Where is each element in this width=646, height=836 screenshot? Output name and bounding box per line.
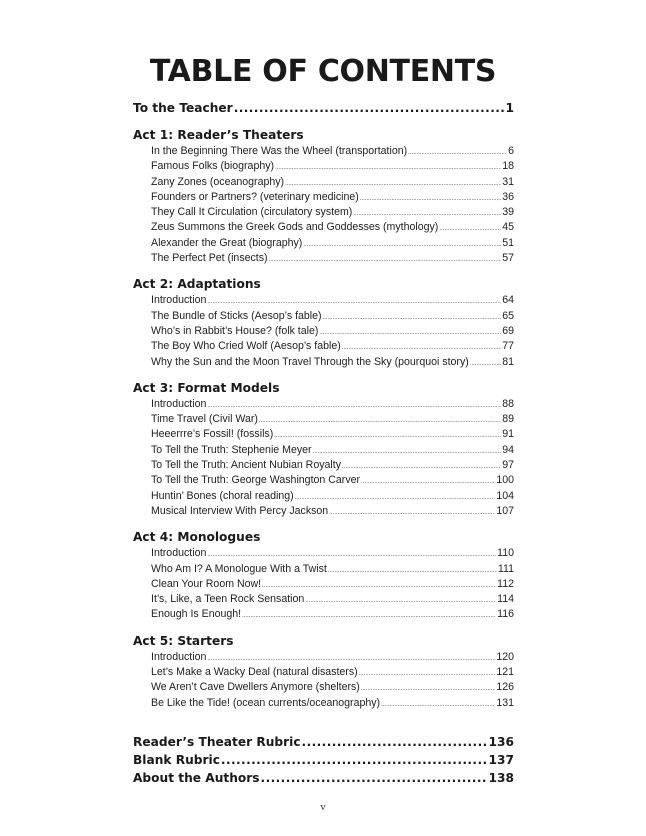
toc-entry[interactable] bbox=[133, 443, 514, 458]
dot-leader bbox=[303, 238, 501, 253]
toc-entry-page: 69 bbox=[502, 324, 514, 337]
toc-entry[interactable] bbox=[133, 427, 514, 442]
toc-entry-page: 138 bbox=[488, 770, 514, 785]
toc-entry-label: Who’s in Rabbit’s House? (folk tale) bbox=[151, 324, 319, 337]
toc-entry-page: 45 bbox=[502, 221, 514, 234]
toc-entry[interactable] bbox=[133, 309, 514, 324]
act-heading: Act 1: Reader’s Theaters bbox=[133, 128, 304, 142]
toc-entry-label: The Bundle of Sticks (Aesop’s fable) bbox=[151, 309, 322, 322]
toc-entry-page: 104 bbox=[496, 489, 514, 502]
toc-entry-page: 112 bbox=[497, 577, 514, 590]
toc-entry-label: Be Like the Tide! (ocean currents/oceanography) bbox=[151, 696, 381, 709]
toc-entry-page: 31 bbox=[502, 175, 514, 188]
toc-entry-page: 126 bbox=[496, 681, 514, 694]
toc-entry[interactable] bbox=[133, 339, 514, 354]
toc-entry-page: 77 bbox=[502, 340, 514, 353]
toc-entry-page: 111 bbox=[497, 562, 514, 575]
toc-entry-page: 91 bbox=[502, 428, 514, 441]
toc-entry[interactable] bbox=[133, 412, 514, 427]
toc-entry[interactable] bbox=[133, 205, 514, 220]
toc-entry[interactable] bbox=[133, 607, 514, 622]
toc-entry[interactable] bbox=[133, 144, 514, 159]
toc-entry[interactable] bbox=[133, 324, 514, 339]
toc-entry-page: 116 bbox=[497, 608, 514, 621]
toc-entry-label: In the Beginning There Was the Wheel (transportation) bbox=[151, 145, 408, 157]
toc-entry-readers-theater-rubric[interactable] bbox=[133, 733, 514, 751]
dot-leader bbox=[261, 769, 488, 787]
toc-entry-page: 136 bbox=[488, 734, 514, 749]
toc-entry[interactable] bbox=[133, 190, 514, 205]
toc-entry-page: 88 bbox=[502, 397, 514, 410]
toc-entry-label: They Call It Circulation (circulatory system) bbox=[151, 206, 353, 219]
toc-entry-to-the-teacher[interactable] bbox=[133, 100, 514, 117]
toc-entry-page: 120 bbox=[496, 650, 514, 663]
toc-entry-label: Time Travel (Civil War) bbox=[151, 413, 258, 426]
toc-entry-page: 64 bbox=[502, 294, 514, 307]
toc-entry[interactable] bbox=[133, 489, 514, 504]
toc-entry-label: Introduction bbox=[151, 397, 207, 410]
table-of-contents bbox=[133, 100, 514, 787]
act-heading: Act 4: Monologues bbox=[133, 530, 261, 545]
toc-entry-label: Enough Is Enough! bbox=[151, 608, 242, 621]
toc-entry-page: 36 bbox=[502, 190, 514, 203]
dot-leader bbox=[221, 751, 488, 769]
toc-entry-label: Heeerrre’s Fossil! (fossils) bbox=[151, 428, 274, 441]
toc-entry-label: Why the Sun and the Moon Travel Through the Sky (pourquoi story) bbox=[151, 355, 469, 368]
act-section bbox=[133, 276, 514, 369]
toc-entry[interactable] bbox=[133, 665, 514, 680]
toc-entry-label: It’s, Like, a Teen Rock Sensation bbox=[151, 593, 305, 606]
dot-leader bbox=[259, 414, 501, 429]
toc-entry-page: 131 bbox=[496, 696, 514, 709]
page-title: TABLE OF CONTENTS bbox=[149, 54, 497, 89]
dot-leader bbox=[305, 594, 496, 609]
toc-entry-page: 51 bbox=[502, 236, 514, 249]
dot-leader bbox=[329, 506, 495, 521]
toc-entry-label: About the Authors bbox=[133, 770, 260, 785]
toc-entry-label: Alexander the Great (biography) bbox=[151, 236, 303, 249]
dot-leader bbox=[439, 222, 501, 237]
dot-leader bbox=[342, 460, 501, 475]
toc-entry-page: 89 bbox=[502, 413, 514, 426]
toc-entry[interactable] bbox=[133, 251, 514, 266]
toc-entry[interactable] bbox=[133, 458, 514, 473]
toc-entry-label: Zeus Summons the Greek Gods and Goddesses (mythology) bbox=[151, 221, 439, 234]
dot-leader bbox=[361, 475, 495, 490]
toc-entry-page: 39 bbox=[502, 206, 514, 219]
toc-entry-label: Introduction bbox=[151, 294, 207, 307]
toc-entry-page: 121 bbox=[496, 666, 514, 679]
toc-entry-label: We Aren’t Cave Dwellers Anymore (shelters) bbox=[151, 681, 360, 694]
dot-leader bbox=[381, 698, 495, 713]
toc-entry[interactable] bbox=[133, 592, 514, 607]
toc-entry-label: Blank Rubric bbox=[133, 752, 220, 767]
page-number: v bbox=[320, 803, 326, 813]
toc-entry[interactable] bbox=[133, 159, 514, 174]
toc-entry-label: Clean Your Room Now! bbox=[151, 577, 262, 590]
dot-leader bbox=[242, 609, 496, 624]
toc-entry-label: Famous Folks (biography) bbox=[151, 160, 275, 173]
toc-entry[interactable] bbox=[133, 504, 514, 519]
toc-entry-label: Huntin’ Bones (choral reading) bbox=[151, 489, 294, 502]
toc-entry[interactable] bbox=[133, 355, 514, 370]
toc-entry-label: Who Am I? A Monologue With a Twist bbox=[151, 562, 327, 575]
dot-leader bbox=[359, 667, 496, 682]
dot-leader bbox=[302, 733, 488, 751]
toc-entry[interactable] bbox=[133, 650, 514, 665]
toc-entry-label: Let’s Make a Wacky Deal (natural disasters) bbox=[151, 666, 358, 679]
toc-entry-page: 94 bbox=[502, 443, 514, 456]
toc-entry[interactable] bbox=[133, 577, 514, 592]
toc-entry-page: 6 bbox=[508, 145, 514, 157]
toc-entry-page: 114 bbox=[497, 593, 514, 606]
toc-entry-page: 137 bbox=[488, 752, 514, 767]
toc-entry[interactable] bbox=[133, 236, 514, 251]
act-heading: Act 5: Starters bbox=[133, 633, 234, 648]
acts-list bbox=[133, 127, 514, 711]
toc-entry[interactable] bbox=[133, 220, 514, 235]
dot-leader bbox=[360, 192, 501, 207]
toc-entry[interactable] bbox=[133, 397, 514, 412]
act-section bbox=[133, 633, 514, 711]
toc-entry-page: 1 bbox=[505, 101, 514, 115]
toc-entry-label: To Tell the Truth: Ancient Nubian Royalty bbox=[151, 459, 342, 472]
toc-entry[interactable] bbox=[133, 562, 514, 577]
toc-entry[interactable] bbox=[133, 175, 514, 190]
toc-entry-label: The Perfect Pet (insects) bbox=[151, 252, 268, 265]
toc-entry-label: Musical Interview With Percy Jackson bbox=[151, 504, 329, 517]
dot-leader bbox=[470, 357, 501, 372]
toc-entry-page: 97 bbox=[502, 459, 514, 472]
toc-entry-page: 65 bbox=[502, 309, 514, 322]
toc-entry-page: 81 bbox=[502, 355, 514, 368]
toc-entry[interactable] bbox=[133, 680, 514, 695]
back-matter-list bbox=[133, 733, 514, 787]
act-heading: Act 3: Format Models bbox=[133, 380, 280, 395]
toc-entry[interactable] bbox=[133, 696, 514, 711]
dot-leader bbox=[323, 311, 502, 326]
toc-entry-page: 100 bbox=[496, 474, 514, 487]
toc-entry-about-the-authors[interactable] bbox=[133, 769, 514, 787]
act-heading: Act 2: Adaptations bbox=[133, 277, 261, 292]
toc-entry-page: 107 bbox=[496, 504, 514, 517]
toc-entry-label: Introduction bbox=[151, 547, 207, 560]
toc-entry[interactable] bbox=[133, 546, 514, 561]
toc-entry-label: Zany Zones (oceanography) bbox=[151, 175, 285, 188]
dot-leader bbox=[234, 100, 505, 117]
toc-entry-label: To Tell the Truth: George Washington Carver bbox=[151, 474, 361, 487]
toc-entry-label: To the Teacher bbox=[133, 101, 233, 115]
dot-leader bbox=[275, 161, 501, 176]
toc-entry-page: 57 bbox=[502, 252, 514, 265]
toc-entry-label: The Boy Who Cried Wolf (Aesop’s fable) bbox=[151, 340, 341, 353]
toc-entry-label: Founders or Partners? (veterinary medicine) bbox=[151, 190, 359, 203]
act-section bbox=[133, 127, 514, 266]
toc-entry-label: Reader’s Theater Rubric bbox=[133, 734, 301, 749]
dot-leader bbox=[319, 326, 501, 341]
toc-entry-label: Introduction bbox=[151, 650, 207, 663]
act-section bbox=[133, 529, 514, 622]
toc-entry-blank-rubric[interactable] bbox=[133, 751, 514, 769]
dot-leader bbox=[361, 682, 496, 697]
dot-leader bbox=[269, 253, 502, 268]
toc-entry[interactable] bbox=[133, 293, 514, 308]
toc-entry-page: 110 bbox=[497, 547, 514, 560]
toc-entry[interactable] bbox=[133, 473, 514, 488]
dot-leader bbox=[408, 146, 507, 161]
act-section bbox=[133, 380, 514, 519]
dot-leader bbox=[328, 564, 497, 579]
toc-entry-page: 18 bbox=[502, 160, 514, 173]
toc-entry-label: To Tell the Truth: Stephenie Meyer bbox=[151, 443, 312, 456]
